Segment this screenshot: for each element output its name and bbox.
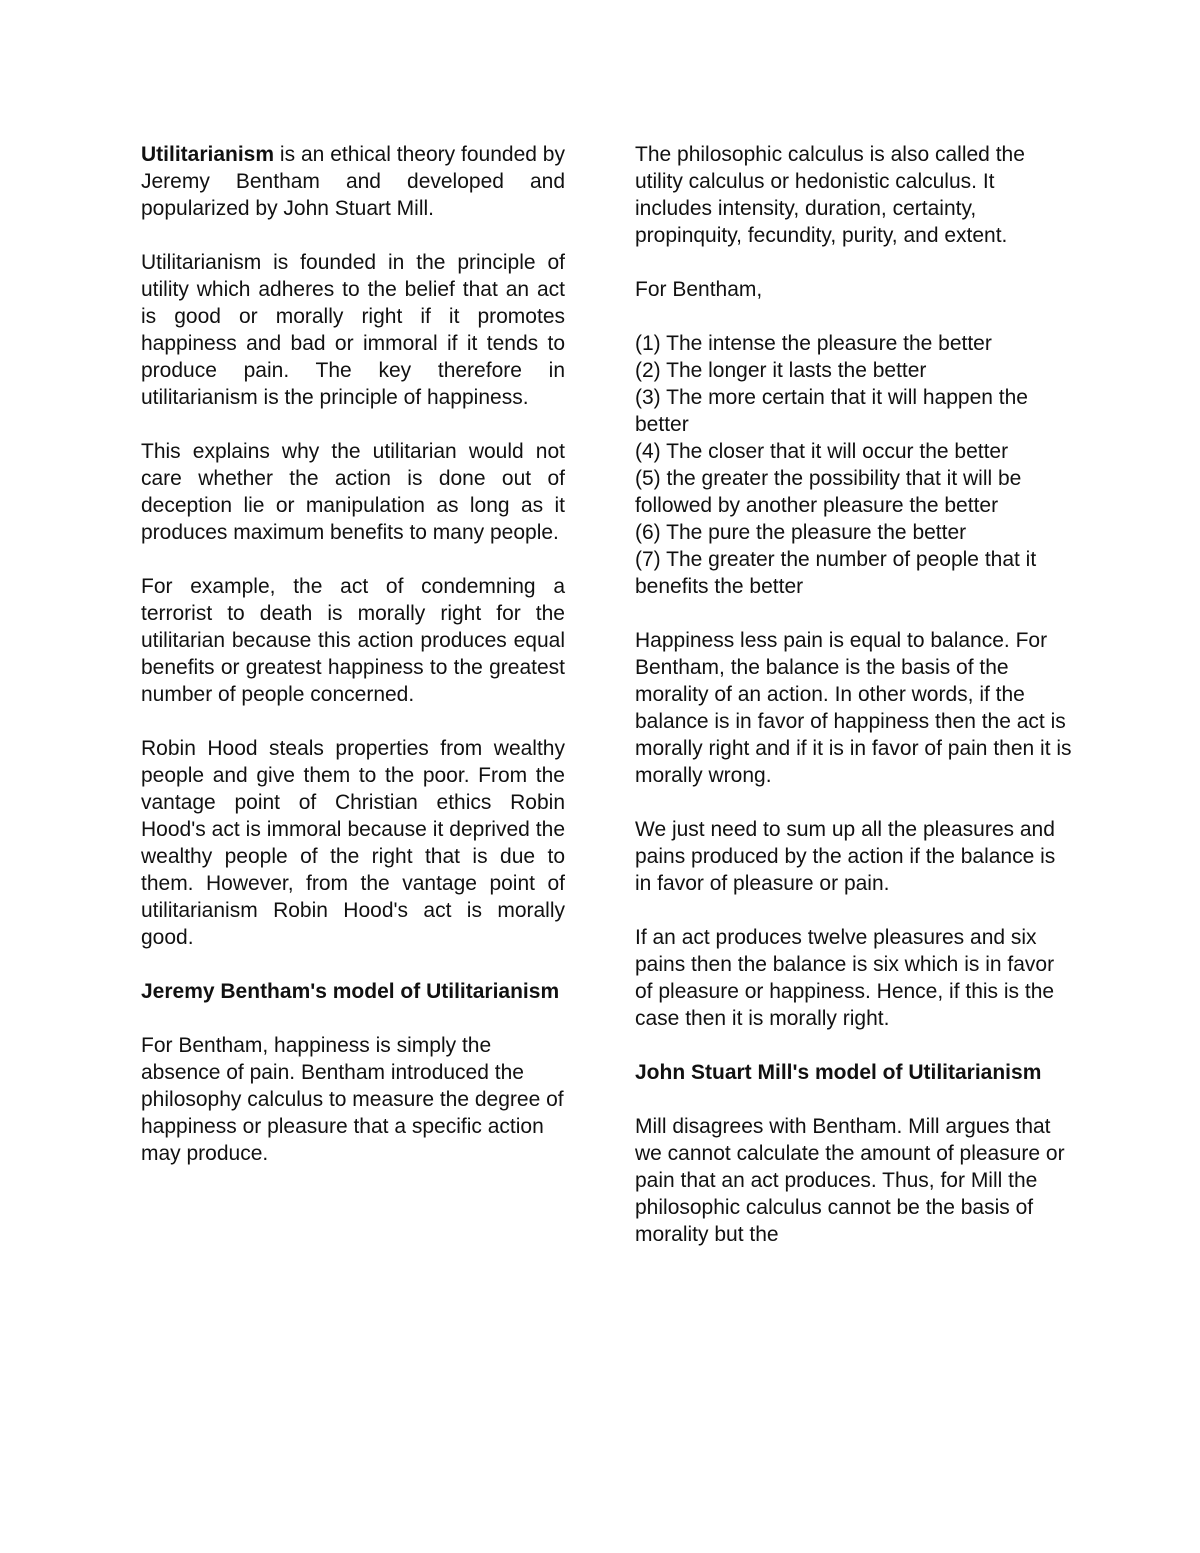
list-item: (7) The greater the number of people that it benefits the better (635, 548, 1037, 598)
intro-term: Utilitarianism (141, 143, 275, 166)
left-column (141, 141, 565, 1194)
intro-text: is an ethical theory founded by Jeremy Bentham and developed and popularized by John Stuart Mill. (141, 143, 565, 220)
calculus-paragraph: The philosophic calculus is also called the utility calculus or hedonistic calculus. It includes intensity, duration, certainty, propinquity, fecundity, purity, and extent. (635, 143, 1025, 247)
explains-paragraph: This explains why the utilitarian would not care whether the action is done out of deception lie or manipulation as long as it produces maximum benefits to many people. (141, 440, 565, 544)
for-bentham-label: For Bentham, (635, 278, 763, 301)
right-column (635, 141, 1075, 1275)
intro-paragraph (141, 141, 565, 222)
list-item: (3) The more certain that it will happen the better (635, 386, 1028, 436)
list-item: (4) The closer that it will occur the better (635, 440, 1009, 463)
sum-paragraph: We just need to sum up all the pleasures and pains produced by the action if the balance is in favor of pleasure or pain. (635, 818, 1056, 895)
list-item: (5) the greater the possibility that it will be followed by another pleasure the better (635, 467, 1022, 517)
bentham-paragraph: For Bentham, happiness is simply the absence of pain. Bentham introduced the philosophy calculus to measure the degree of happiness or pleasure that a specific action may produce. (141, 1034, 564, 1165)
mill-paragraph: Mill disagrees with Bentham. Mill argues that we cannot calculate the amount of pleasure or pain that an act produces. Thus, for Mill the philosophic calculus cannot be the basis of morality but the (635, 1115, 1065, 1246)
list-item: (1) The intense the pleasure the better (635, 332, 992, 355)
twelve-pleasures-paragraph: If an act produces twelve pleasures and six pains then the balance is six which is in favor of pleasure or happiness. Hence, if this is the case then it is morally right. (635, 926, 1055, 1030)
robin-hood-paragraph: Robin Hood steals properties from wealthy people and give them to the poor. From the vantage point of Christian ethics Robin Hood's act is immoral because it deprived the wealthy people of the right that is due to them. However, from the vantage point of utilitarianism Robin Hood's act is morally good. (141, 737, 565, 949)
list-item: (6) The pure the pleasure the better (635, 521, 967, 544)
mill-heading: John Stuart Mill's model of Utilitarianism (635, 1061, 1042, 1084)
criteria-list (635, 330, 1075, 600)
bentham-heading: Jeremy Bentham's model of Utilitarianism (141, 980, 560, 1003)
list-item: (2) The longer it lasts the better (635, 359, 927, 382)
example-paragraph: For example, the act of condemning a terrorist to death is morally right for the utilitarian because this action produces equal benefits or greatest happiness to the greatest number of people concerned. (141, 575, 565, 706)
balance-paragraph: Happiness less pain is equal to balance. For Bentham, the balance is the basis of the morality of an action. In other words, if the balance is in favor of happiness then the act is morally right and if it is in favor of pain then it is morally wrong. (635, 629, 1072, 787)
principle-paragraph: Utilitarianism is founded in the principle of utility which adheres to the belief that an act is good or morally right if it promotes happiness and bad or immoral if it tends to produce pain. The key therefore in utilitarianism is the principle of happiness. (141, 251, 565, 409)
